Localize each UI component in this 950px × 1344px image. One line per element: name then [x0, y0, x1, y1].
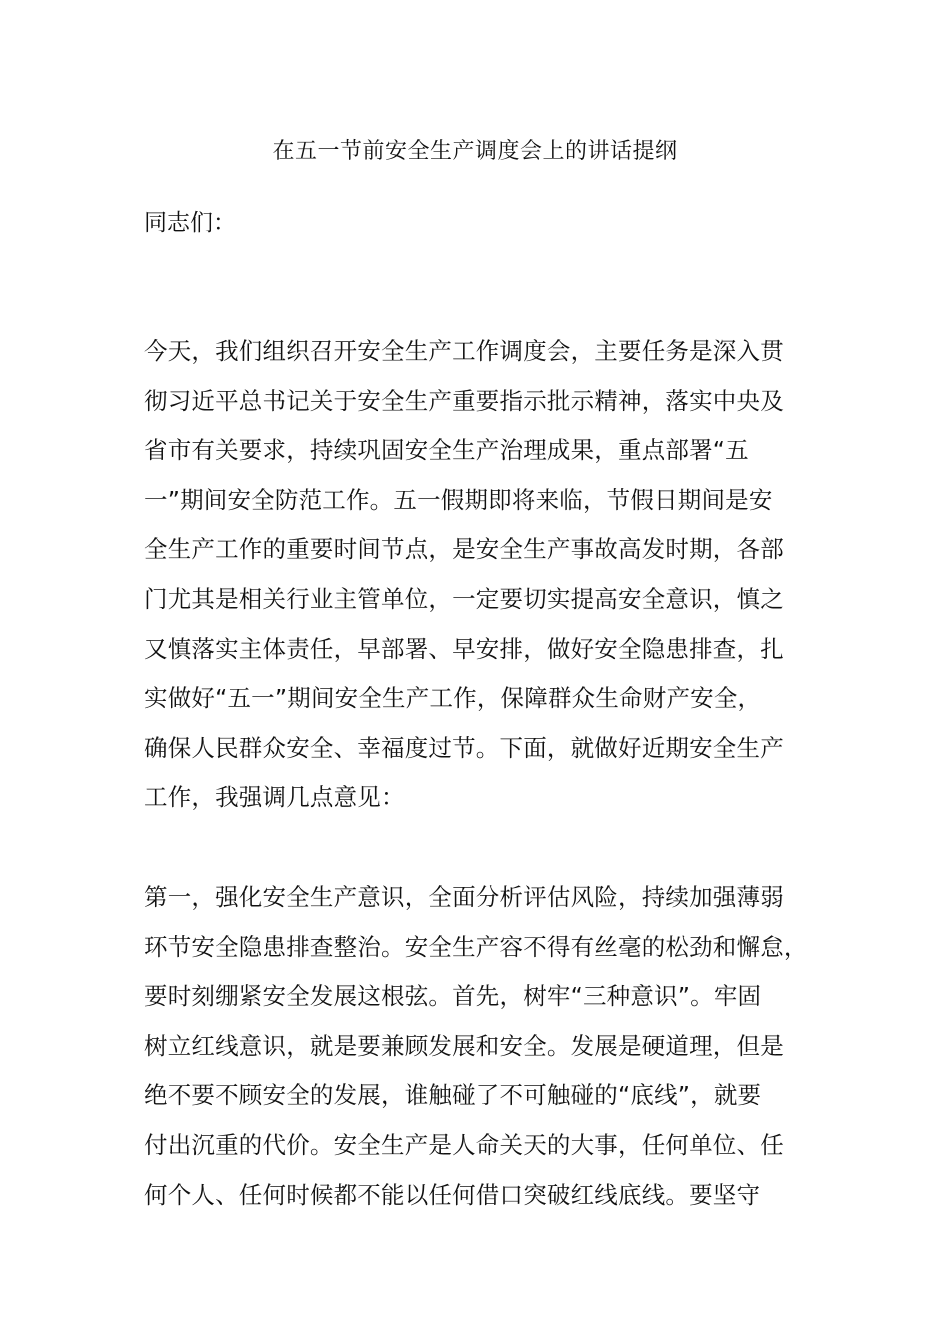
text-line: 绝不要不顾安全的发展，谁触碰了不可触碰的“底线”，就要 [144, 1081, 762, 1110]
text-line: 确保人民群众安全、幸福度过节。下面，就做好近期安全生产 [144, 733, 784, 762]
text-line: 又慎落实主体责任，早部署、早安排，做好安全隐患排查，扎 [144, 634, 784, 663]
text-line: 实做好“五一”期间安全生产工作，保障群众生命财产安全， [144, 684, 762, 713]
text-line: 全生产工作的重要时间节点，是安全生产事故高发时期，各部 [144, 535, 784, 564]
paragraph-intro [144, 327, 834, 823]
text-line: 付出沉重的代价。安全生产是人命关天的大事，任何单位、任 [144, 1130, 784, 1159]
text-line: 环节安全隐患排查整治。安全生产容不得有丝毫的松劲和懈怠， [144, 932, 808, 961]
text-line: 要时刻绷紧安全发展这根弦。首先，树牢“三种意识”。牢固 [144, 982, 762, 1011]
text-line: 彻习近平总书记关于安全生产重要指示批示精神，落实中央及 [144, 386, 784, 415]
text-line: 第一，强化安全生产意识，全面分析评估风险，持续加强薄弱 [144, 883, 784, 911]
document-title: 在五一节前安全生产调度会上的讲话提纲 [272, 139, 678, 164]
text-line: 何个人、任何时候都不能以任何借口突破红线底线。要坚守 [144, 1180, 761, 1209]
salutation: 同志们： [144, 210, 236, 236]
text-line: 省市有关要求，持续巩固安全生产治理成果，重点部署“五 [144, 436, 749, 465]
paragraph-first-point [144, 873, 834, 1220]
text-line: 工作，我强调几点意见： [144, 783, 405, 812]
text-line: 门尤其是相关行业主管单位，一定要切实提高安全意识，慎之 [144, 584, 784, 613]
text-line: 树立红线意识，就是要兼顾发展和安全。发展是硬道理，但是 [144, 1031, 784, 1060]
text-line: 一”期间安全防范工作。五一假期即将来临，节假日期间是安 [144, 485, 773, 514]
text-line: 今天，我们组织召开安全生产工作调度会，主要任务是深入贯 [144, 337, 784, 365]
